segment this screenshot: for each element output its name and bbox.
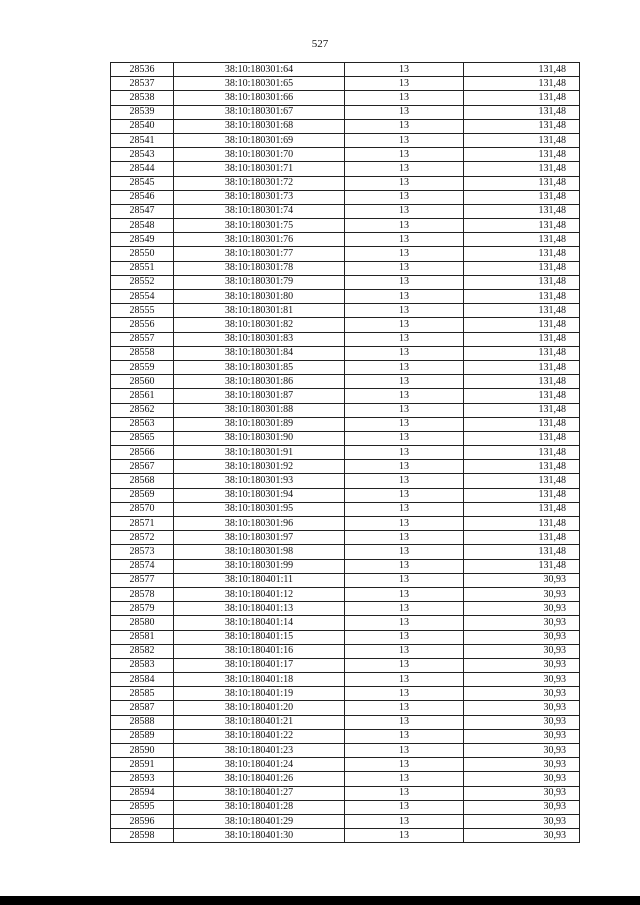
value-cell: 131,48 <box>464 431 580 445</box>
cadastral-number-cell: 38:10:180301:89 <box>174 417 345 431</box>
code-cell: 13 <box>345 715 464 729</box>
record-number-cell: 28560 <box>111 375 174 389</box>
cadastral-number-cell: 38:10:180401:18 <box>174 673 345 687</box>
record-number-cell: 28585 <box>111 687 174 701</box>
cadastral-number-cell: 38:10:180401:15 <box>174 630 345 644</box>
code-cell: 13 <box>345 488 464 502</box>
record-number-cell: 28549 <box>111 233 174 247</box>
cadastral-number-cell: 38:10:180401:30 <box>174 829 345 843</box>
cadastral-number-cell: 38:10:180301:96 <box>174 517 345 531</box>
code-cell: 13 <box>345 502 464 516</box>
record-number-cell: 28555 <box>111 304 174 318</box>
table-row <box>111 275 580 289</box>
table-row <box>111 431 580 445</box>
table-row <box>111 247 580 261</box>
code-cell: 13 <box>345 587 464 601</box>
cadastral-number-cell: 38:10:180401:24 <box>174 758 345 772</box>
cadastral-number-cell: 38:10:180301:98 <box>174 545 345 559</box>
table-row <box>111 474 580 488</box>
cadastral-number-cell: 38:10:180401:19 <box>174 687 345 701</box>
value-cell: 131,48 <box>464 63 580 77</box>
cadastral-number-cell: 38:10:180301:99 <box>174 559 345 573</box>
table-row <box>111 233 580 247</box>
code-cell: 13 <box>345 219 464 233</box>
record-number-cell: 28579 <box>111 602 174 616</box>
record-number-cell: 28596 <box>111 814 174 828</box>
record-number-cell: 28582 <box>111 644 174 658</box>
code-cell: 13 <box>345 290 464 304</box>
cadastral-number-cell: 38:10:180401:20 <box>174 701 345 715</box>
table-row <box>111 417 580 431</box>
record-number-cell: 28552 <box>111 275 174 289</box>
record-number-cell: 28589 <box>111 729 174 743</box>
value-cell: 131,48 <box>464 77 580 91</box>
value-cell: 131,48 <box>464 105 580 119</box>
code-cell: 13 <box>345 559 464 573</box>
value-cell: 30,93 <box>464 658 580 672</box>
table-row <box>111 162 580 176</box>
cadastral-number-cell: 38:10:180301:92 <box>174 460 345 474</box>
code-cell: 13 <box>345 375 464 389</box>
cadastral-number-cell: 38:10:180301:80 <box>174 290 345 304</box>
cadastral-number-cell: 38:10:180401:12 <box>174 587 345 601</box>
record-number-cell: 28591 <box>111 758 174 772</box>
record-number-cell: 28556 <box>111 318 174 332</box>
record-number-cell: 28590 <box>111 744 174 758</box>
value-cell: 131,48 <box>464 360 580 374</box>
value-cell: 131,48 <box>464 247 580 261</box>
code-cell: 13 <box>345 105 464 119</box>
code-cell: 13 <box>345 786 464 800</box>
table-row <box>111 204 580 218</box>
table-row <box>111 715 580 729</box>
value-cell: 131,48 <box>464 375 580 389</box>
value-cell: 131,48 <box>464 488 580 502</box>
cadastral-number-cell: 38:10:180401:21 <box>174 715 345 729</box>
table-row <box>111 687 580 701</box>
table-row <box>111 814 580 828</box>
table-row <box>111 531 580 545</box>
cadastral-number-cell: 38:10:180301:82 <box>174 318 345 332</box>
cadastral-number-cell: 38:10:180401:23 <box>174 744 345 758</box>
value-cell: 30,93 <box>464 573 580 587</box>
value-cell: 30,93 <box>464 772 580 786</box>
value-cell: 131,48 <box>464 176 580 190</box>
table-row <box>111 502 580 516</box>
code-cell: 13 <box>345 644 464 658</box>
cadastral-number-cell: 38:10:180401:27 <box>174 786 345 800</box>
value-cell: 30,93 <box>464 800 580 814</box>
record-number-cell: 28544 <box>111 162 174 176</box>
cadastral-number-cell: 38:10:180301:70 <box>174 148 345 162</box>
value-cell: 30,93 <box>464 673 580 687</box>
record-number-cell: 28577 <box>111 573 174 587</box>
value-cell: 131,48 <box>464 162 580 176</box>
code-cell: 13 <box>345 304 464 318</box>
code-cell: 13 <box>345 63 464 77</box>
record-number-cell: 28566 <box>111 446 174 460</box>
record-number-cell: 28539 <box>111 105 174 119</box>
value-cell: 131,48 <box>464 204 580 218</box>
value-cell: 30,93 <box>464 715 580 729</box>
cadastral-number-cell: 38:10:180301:67 <box>174 105 345 119</box>
cadastral-number-cell: 38:10:180301:94 <box>174 488 345 502</box>
record-number-cell: 28541 <box>111 133 174 147</box>
table-row <box>111 800 580 814</box>
value-cell: 131,48 <box>464 502 580 516</box>
record-number-cell: 28558 <box>111 346 174 360</box>
code-cell: 13 <box>345 772 464 786</box>
cadastral-number-cell: 38:10:180301:97 <box>174 531 345 545</box>
cadastral-number-cell: 38:10:180301:90 <box>174 431 345 445</box>
table-row <box>111 460 580 474</box>
table-row <box>111 729 580 743</box>
cadastral-table <box>110 62 580 843</box>
code-cell: 13 <box>345 758 464 772</box>
table-row <box>111 119 580 133</box>
cadastral-number-cell: 38:10:180301:78 <box>174 261 345 275</box>
cadastral-number-cell: 38:10:180301:79 <box>174 275 345 289</box>
cadastral-number-cell: 38:10:180301:73 <box>174 190 345 204</box>
cadastral-number-cell: 38:10:180401:22 <box>174 729 345 743</box>
cadastral-number-cell: 38:10:180301:64 <box>174 63 345 77</box>
value-cell: 30,93 <box>464 687 580 701</box>
cadastral-number-cell: 38:10:180301:84 <box>174 346 345 360</box>
code-cell: 13 <box>345 247 464 261</box>
cadastral-number-cell: 38:10:180301:65 <box>174 77 345 91</box>
cadastral-number-cell: 38:10:180301:88 <box>174 403 345 417</box>
cadastral-number-cell: 38:10:180301:77 <box>174 247 345 261</box>
code-cell: 13 <box>345 616 464 630</box>
code-cell: 13 <box>345 332 464 346</box>
code-cell: 13 <box>345 474 464 488</box>
record-number-cell: 28567 <box>111 460 174 474</box>
record-number-cell: 28587 <box>111 701 174 715</box>
cadastral-number-cell: 38:10:180401:29 <box>174 814 345 828</box>
table-row <box>111 346 580 360</box>
table-row <box>111 133 580 147</box>
table-row <box>111 105 580 119</box>
value-cell: 131,48 <box>464 261 580 275</box>
table-row <box>111 91 580 105</box>
cadastral-number-cell: 38:10:180301:91 <box>174 446 345 460</box>
table-row <box>111 602 580 616</box>
value-cell: 131,48 <box>464 517 580 531</box>
record-number-cell: 28593 <box>111 772 174 786</box>
record-number-cell: 28580 <box>111 616 174 630</box>
cadastral-number-cell: 38:10:180301:69 <box>174 133 345 147</box>
record-number-cell: 28562 <box>111 403 174 417</box>
cadastral-number-cell: 38:10:180301:93 <box>174 474 345 488</box>
table-row <box>111 616 580 630</box>
value-cell: 131,48 <box>464 446 580 460</box>
table-row <box>111 77 580 91</box>
value-cell: 131,48 <box>464 559 580 573</box>
code-cell: 13 <box>345 162 464 176</box>
record-number-cell: 28570 <box>111 502 174 516</box>
value-cell: 131,48 <box>464 304 580 318</box>
code-cell: 13 <box>345 119 464 133</box>
table-row <box>111 332 580 346</box>
table-row <box>111 573 580 587</box>
record-number-cell: 28594 <box>111 786 174 800</box>
table-row <box>111 786 580 800</box>
code-cell: 13 <box>345 800 464 814</box>
value-cell: 30,93 <box>464 829 580 843</box>
code-cell: 13 <box>345 673 464 687</box>
code-cell: 13 <box>345 744 464 758</box>
cadastral-number-cell: 38:10:180301:86 <box>174 375 345 389</box>
table-row <box>111 545 580 559</box>
code-cell: 13 <box>345 573 464 587</box>
code-cell: 13 <box>345 729 464 743</box>
value-cell: 30,93 <box>464 814 580 828</box>
value-cell: 30,93 <box>464 786 580 800</box>
value-cell: 30,93 <box>464 729 580 743</box>
code-cell: 13 <box>345 602 464 616</box>
cadastral-number-cell: 38:10:180301:87 <box>174 389 345 403</box>
cadastral-number-cell: 38:10:180401:11 <box>174 573 345 587</box>
value-cell: 131,48 <box>464 133 580 147</box>
value-cell: 131,48 <box>464 417 580 431</box>
cadastral-number-cell: 38:10:180301:76 <box>174 233 345 247</box>
table-row <box>111 190 580 204</box>
code-cell: 13 <box>345 630 464 644</box>
code-cell: 13 <box>345 403 464 417</box>
table-row <box>111 375 580 389</box>
cadastral-number-cell: 38:10:180301:83 <box>174 332 345 346</box>
code-cell: 13 <box>345 77 464 91</box>
table-row <box>111 446 580 460</box>
record-number-cell: 28536 <box>111 63 174 77</box>
record-number-cell: 28543 <box>111 148 174 162</box>
code-cell: 13 <box>345 176 464 190</box>
cadastral-number-cell: 38:10:180401:28 <box>174 800 345 814</box>
value-cell: 30,93 <box>464 616 580 630</box>
record-number-cell: 28540 <box>111 119 174 133</box>
record-number-cell: 28588 <box>111 715 174 729</box>
table-row <box>111 673 580 687</box>
record-number-cell: 28572 <box>111 531 174 545</box>
record-number-cell: 28571 <box>111 517 174 531</box>
value-cell: 131,48 <box>464 545 580 559</box>
cadastral-number-cell: 38:10:180301:81 <box>174 304 345 318</box>
cadastral-number-cell: 38:10:180301:66 <box>174 91 345 105</box>
record-number-cell: 28557 <box>111 332 174 346</box>
code-cell: 13 <box>345 814 464 828</box>
code-cell: 13 <box>345 275 464 289</box>
table-row <box>111 630 580 644</box>
table-row <box>111 559 580 573</box>
code-cell: 13 <box>345 446 464 460</box>
code-cell: 13 <box>345 233 464 247</box>
record-number-cell: 28574 <box>111 559 174 573</box>
value-cell: 131,48 <box>464 389 580 403</box>
record-number-cell: 28565 <box>111 431 174 445</box>
code-cell: 13 <box>345 460 464 474</box>
scan-bottom-edge <box>0 896 640 905</box>
record-number-cell: 28547 <box>111 204 174 218</box>
cadastral-number-cell: 38:10:180401:26 <box>174 772 345 786</box>
code-cell: 13 <box>345 318 464 332</box>
record-number-cell: 28550 <box>111 247 174 261</box>
table-row <box>111 403 580 417</box>
record-number-cell: 28551 <box>111 261 174 275</box>
cadastral-number-cell: 38:10:180301:72 <box>174 176 345 190</box>
code-cell: 13 <box>345 148 464 162</box>
table-row <box>111 644 580 658</box>
table-row <box>111 304 580 318</box>
code-cell: 13 <box>345 545 464 559</box>
code-cell: 13 <box>345 517 464 531</box>
record-number-cell: 28554 <box>111 290 174 304</box>
value-cell: 131,48 <box>464 403 580 417</box>
record-number-cell: 28598 <box>111 829 174 843</box>
code-cell: 13 <box>345 417 464 431</box>
table-body <box>111 63 580 843</box>
code-cell: 13 <box>345 531 464 545</box>
code-cell: 13 <box>345 658 464 672</box>
table-row <box>111 658 580 672</box>
code-cell: 13 <box>345 389 464 403</box>
table-row <box>111 219 580 233</box>
table-row <box>111 744 580 758</box>
cadastral-number-cell: 38:10:180301:95 <box>174 502 345 516</box>
cadastral-number-cell: 38:10:180401:14 <box>174 616 345 630</box>
table-row <box>111 389 580 403</box>
record-number-cell: 28561 <box>111 389 174 403</box>
cadastral-number-cell: 38:10:180301:74 <box>174 204 345 218</box>
code-cell: 13 <box>345 261 464 275</box>
value-cell: 131,48 <box>464 91 580 105</box>
record-number-cell: 28546 <box>111 190 174 204</box>
table-row <box>111 758 580 772</box>
record-number-cell: 28537 <box>111 77 174 91</box>
cadastral-number-cell: 38:10:180401:13 <box>174 602 345 616</box>
record-number-cell: 28573 <box>111 545 174 559</box>
record-number-cell: 28584 <box>111 673 174 687</box>
value-cell: 30,93 <box>464 630 580 644</box>
cadastral-number-cell: 38:10:180301:75 <box>174 219 345 233</box>
value-cell: 131,48 <box>464 148 580 162</box>
code-cell: 13 <box>345 204 464 218</box>
record-number-cell: 28545 <box>111 176 174 190</box>
table-row <box>111 176 580 190</box>
code-cell: 13 <box>345 91 464 105</box>
code-cell: 13 <box>345 133 464 147</box>
table-row <box>111 148 580 162</box>
cadastral-number-cell: 38:10:180301:68 <box>174 119 345 133</box>
value-cell: 30,93 <box>464 602 580 616</box>
value-cell: 30,93 <box>464 744 580 758</box>
table-row <box>111 360 580 374</box>
code-cell: 13 <box>345 701 464 715</box>
value-cell: 131,48 <box>464 460 580 474</box>
code-cell: 13 <box>345 190 464 204</box>
record-number-cell: 28583 <box>111 658 174 672</box>
table-row <box>111 290 580 304</box>
record-number-cell: 28569 <box>111 488 174 502</box>
cadastral-number-cell: 38:10:180301:71 <box>174 162 345 176</box>
value-cell: 131,48 <box>464 531 580 545</box>
table-row <box>111 701 580 715</box>
value-cell: 131,48 <box>464 318 580 332</box>
value-cell: 131,48 <box>464 233 580 247</box>
table-row <box>111 772 580 786</box>
record-number-cell: 28563 <box>111 417 174 431</box>
record-number-cell: 28538 <box>111 91 174 105</box>
table-row <box>111 488 580 502</box>
record-number-cell: 28578 <box>111 587 174 601</box>
value-cell: 30,93 <box>464 701 580 715</box>
value-cell: 131,48 <box>464 219 580 233</box>
table-row <box>111 318 580 332</box>
code-cell: 13 <box>345 687 464 701</box>
value-cell: 131,48 <box>464 119 580 133</box>
record-number-cell: 28559 <box>111 360 174 374</box>
record-number-cell: 28581 <box>111 630 174 644</box>
value-cell: 131,48 <box>464 275 580 289</box>
value-cell: 131,48 <box>464 332 580 346</box>
table-row <box>111 261 580 275</box>
value-cell: 131,48 <box>464 346 580 360</box>
cadastral-number-cell: 38:10:180301:85 <box>174 360 345 374</box>
table-row <box>111 587 580 601</box>
record-number-cell: 28548 <box>111 219 174 233</box>
table-row <box>111 829 580 843</box>
record-number-cell: 28568 <box>111 474 174 488</box>
table-row <box>111 63 580 77</box>
cadastral-number-cell: 38:10:180401:16 <box>174 644 345 658</box>
page-number: 527 <box>311 38 329 50</box>
cadastral-number-cell: 38:10:180401:17 <box>174 658 345 672</box>
table-row <box>111 517 580 531</box>
value-cell: 30,93 <box>464 587 580 601</box>
value-cell: 30,93 <box>464 758 580 772</box>
record-number-cell: 28595 <box>111 800 174 814</box>
code-cell: 13 <box>345 360 464 374</box>
code-cell: 13 <box>345 829 464 843</box>
value-cell: 131,48 <box>464 290 580 304</box>
value-cell: 131,48 <box>464 474 580 488</box>
value-cell: 131,48 <box>464 190 580 204</box>
code-cell: 13 <box>345 346 464 360</box>
code-cell: 13 <box>345 431 464 445</box>
value-cell: 30,93 <box>464 644 580 658</box>
